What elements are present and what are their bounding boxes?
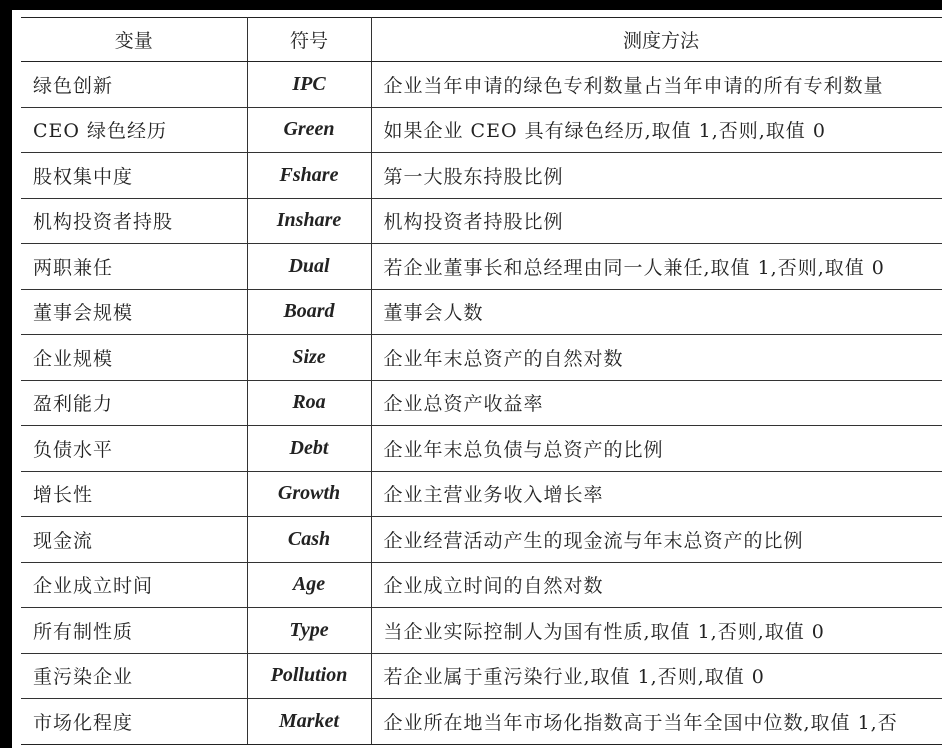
variable-cell: 企业规模 — [21, 335, 247, 381]
header-symbol: 符号 — [247, 18, 371, 62]
table-row — [21, 471, 942, 517]
method-cell: 企业总资产收益率 — [371, 380, 942, 426]
symbol-cell: IPC — [247, 62, 371, 108]
method-cell: 若企业董事长和总经理由同一人兼任,取值 1,否则,取值 0 — [371, 244, 942, 290]
symbol-cell: Dual — [247, 244, 371, 290]
variable-cell: 企业成立时间 — [21, 562, 247, 608]
method-cell: 企业年末总资产的自然对数 — [371, 335, 942, 381]
variable-cell: 董事会规模 — [21, 289, 247, 335]
method-cell: 企业所在地当年市场化指数高于当年全国中位数,取值 1,否 — [371, 699, 942, 745]
symbol-cell: Roa — [247, 380, 371, 426]
variable-cell: 绿色创新 — [21, 62, 247, 108]
table-row — [21, 244, 942, 290]
table-row — [21, 653, 942, 699]
symbol-cell: Market — [247, 699, 371, 745]
method-cell: 企业当年申请的绿色专利数量占当年申请的所有专利数量 — [371, 62, 942, 108]
variable-cell: 负债水平 — [21, 426, 247, 472]
variable-cell: 市场化程度 — [21, 699, 247, 745]
symbol-cell: Board — [247, 289, 371, 335]
table-row — [21, 198, 942, 244]
method-cell: 企业主营业务收入增长率 — [371, 471, 942, 517]
variable-cell: 所有制性质 — [21, 608, 247, 654]
table-body — [21, 62, 942, 745]
table-row — [21, 335, 942, 381]
header-row — [21, 18, 942, 62]
document-page — [12, 10, 942, 748]
table-header — [21, 18, 942, 62]
table-row — [21, 426, 942, 472]
table-row — [21, 62, 942, 108]
table-row — [21, 517, 942, 563]
symbol-cell: Age — [247, 562, 371, 608]
method-cell: 董事会人数 — [371, 289, 942, 335]
header-method: 测度方法 — [371, 18, 942, 62]
table-row — [21, 153, 942, 199]
symbol-cell: Pollution — [247, 653, 371, 699]
table-row — [21, 380, 942, 426]
table-row — [21, 699, 942, 745]
table-row — [21, 608, 942, 654]
method-cell: 企业年末总负债与总资产的比例 — [371, 426, 942, 472]
variable-cell: 两职兼任 — [21, 244, 247, 290]
symbol-cell: Size — [247, 335, 371, 381]
symbol-cell: Debt — [247, 426, 371, 472]
variable-cell: 现金流 — [21, 517, 247, 563]
method-cell: 企业经营活动产生的现金流与年末总资产的比例 — [371, 517, 942, 563]
symbol-cell: Growth — [247, 471, 371, 517]
table-row — [21, 107, 942, 153]
variable-definition-table — [21, 17, 942, 745]
symbol-cell: Inshare — [247, 198, 371, 244]
table-row — [21, 289, 942, 335]
header-variable: 变量 — [21, 18, 247, 62]
table-row — [21, 562, 942, 608]
symbol-cell: Cash — [247, 517, 371, 563]
symbol-cell: Type — [247, 608, 371, 654]
variable-cell: 增长性 — [21, 471, 247, 517]
symbol-cell: Green — [247, 107, 371, 153]
method-cell: 若企业属于重污染行业,取值 1,否则,取值 0 — [371, 653, 942, 699]
variable-cell: 重污染企业 — [21, 653, 247, 699]
method-cell: 企业成立时间的自然对数 — [371, 562, 942, 608]
method-cell: 当企业实际控制人为国有性质,取值 1,否则,取值 0 — [371, 608, 942, 654]
method-cell: 第一大股东持股比例 — [371, 153, 942, 199]
variable-cell: 股权集中度 — [21, 153, 247, 199]
symbol-cell: Fshare — [247, 153, 371, 199]
variable-cell: 机构投资者持股 — [21, 198, 247, 244]
variable-cell: CEO 绿色经历 — [21, 107, 247, 153]
variable-cell: 盈利能力 — [21, 380, 247, 426]
method-cell: 如果企业 CEO 具有绿色经历,取值 1,否则,取值 0 — [371, 107, 942, 153]
method-cell: 机构投资者持股比例 — [371, 198, 942, 244]
